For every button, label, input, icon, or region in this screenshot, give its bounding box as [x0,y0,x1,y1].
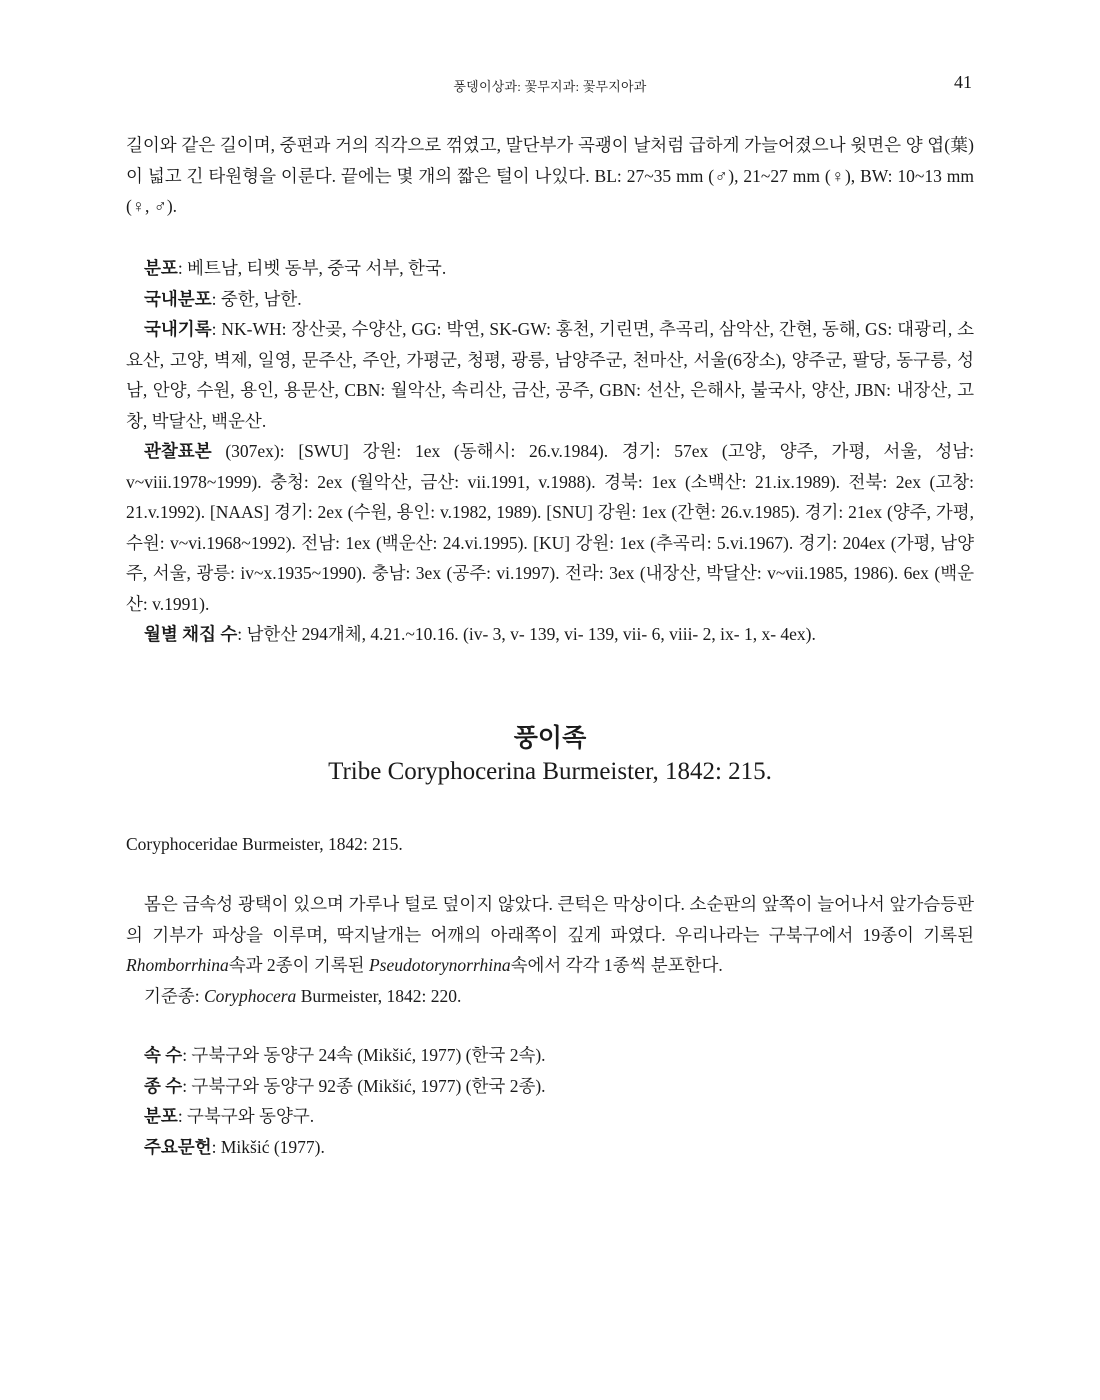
tribe-distribution-line [126,1101,974,1132]
domestic-records-label: 국내기록 [144,319,212,339]
genera-count-label: 속 수 [144,1045,183,1065]
specimens-value: (307ex): [SWU] 강원: 1ex (동해시: 26.v.1984). 경기: 57ex (고양, 양주, 가평, 서울, 성남: v~viii.1978~1999). 충청: 2ex (월악산, 금산: vii.1991, v.1988). 경북: 1ex (소백산: 21.ix.1989). 전북: 2ex (고창: 21.v.1992). [NAAS] 경기: 2ex (수원, 용인: v.1982, 1989). [SNU] 강원: 1ex (간현: 26.v.1985). 경기: 21ex (양주, 가평, 수원: v~vi.1968~1992). 전남: 1ex (백운산: 24.vi.1995). [KU] 강원: 1ex (추곡리: 5.vi.1967). 경기: 204ex (가평, 남양주, 서울, 광릉: iv~x.1935~1990). 충남: 3ex (공주: vi.1997). 전라: 3ex (내장산, 박달산: v~vii.1985, 1986). 6ex (백운산: v.1991). [126,441,974,614]
species-count-value: : 구북구와 동양구 92종 (Mikšić, 1977) (한국 2종). [182,1075,546,1096]
references-line [126,1132,974,1163]
tribe-desc-part-3: 속에서 각각 1종씩 분포한다. [510,955,723,975]
monthly-label: 월별 채집 수 [144,624,238,644]
tribe-summary-section [126,1040,974,1162]
distribution-line [126,253,974,284]
domestic-distribution-value: : 중한, 남한. [211,288,302,309]
description-section [126,130,974,222]
genera-count-value: : 구북구와 동양구 24속 (Mikšić, 1977) (한국 2속). [182,1045,546,1065]
tribe-description-paragraph [126,889,974,981]
description-paragraph: 길이와 같은 길이며, 중편과 거의 직각으로 꺾였고, 말단부가 곡괭이 날처럼 급하게 가늘어졌으나 윗면은 양 엽(葉)이 넓고 긴 타원형을 이룬다. 끝에는 몇 개의 짧은 털이 나있다. BL: 27~35 mm (♂), 21~27 mm (♀), BW: 10~13 mm (♀, ♂). [126,135,974,216]
domestic-records-value: : NK-WH: 장산곶, 수양산, GG: 박연, SK-GW: 홍천, 기린면, 추곡리, 삼악산, 간현, 동해, GS: 대광리, 소요산, 고양, 벽제, 일영, 문주산, 주안, 가평군, 청평, 광릉, 남양주군, 천마산, 서울(6장소), 양주군, 팔당, 동구릉, 성남, 안양, 수원, 용인, 용문산, CBN: 월악산, 속리산, 금산, 공주, GBN: 선산, 은해사, 불국사, 양산, JBN: 내장산, 고창, 박달산, 백운산. [126,319,974,431]
records-section [126,253,974,650]
type-species-prefix: 기준종: [144,985,204,1006]
type-species-line [126,981,974,1012]
running-title: 풍뎅이상과: 꽃무지과: 꽃무지아과 [453,79,647,94]
tribe-title-latin: Tribe Coryphocerina Burmeister, 1842: 215. [328,758,772,785]
references-label: 주요문헌 [144,1136,212,1157]
tribe-title-korean: 풍이족 [513,725,587,752]
distribution-value: : 베트남, 티벳 동부, 중국 서부, 한국. [177,258,447,278]
genera-count-line [126,1040,974,1071]
species-count-label: 종 수 [144,1075,183,1096]
specimens-paragraph [126,436,974,619]
domestic-distribution-line [126,284,974,315]
tribe-distribution-value: : 구북구와 동양구. [177,1106,315,1126]
species-count-line [126,1071,974,1102]
genus-rhomborrhina: Rhomborrhina [126,955,229,975]
synonym-line: Coryphoceridae Burmeister, 1842: 215. [126,834,403,854]
specimens-label: 관찰표본 [144,441,212,461]
tribe-distribution-label: 분포 [144,1106,178,1126]
type-species-suffix: Burmeister, 1842: 220. [296,985,462,1006]
references-value: : Mikšić (1977). [211,1136,325,1157]
genus-pseudotorynorrhina: Pseudotorynorrhina [368,955,511,975]
tribe-desc-part-1: 몸은 금속성 광택이 있으며 가루나 털로 덮이지 않았다. 큰턱은 막상이다. 소순판의 앞쪽이 늘어나서 앞가슴등판의 기부가 파상을 이루며, 딱지날개는 어깨의 아래쪽이 깊게 파였다. 우리나라는 구북구에서 19종이 기록된 [126,894,974,945]
tribe-desc-part-2: 속과 2종이 기록된 [228,955,369,975]
tribe-description-section [126,889,974,1011]
domestic-distribution-label: 국내분포 [144,288,212,309]
distribution-label: 분포 [144,258,178,278]
type-species-genus: Coryphocera [203,985,297,1006]
monthly-value: : 남한산 294개체, 4.21.~10.16. (iv- 3, v- 139, vi- 139, vii- 6, viii- 2, ix- 1, x- 4ex). [237,624,816,644]
domestic-records-paragraph [126,314,974,436]
monthly-line [126,619,974,650]
synonym-section [126,829,974,860]
page-number: 41 [954,72,972,92]
